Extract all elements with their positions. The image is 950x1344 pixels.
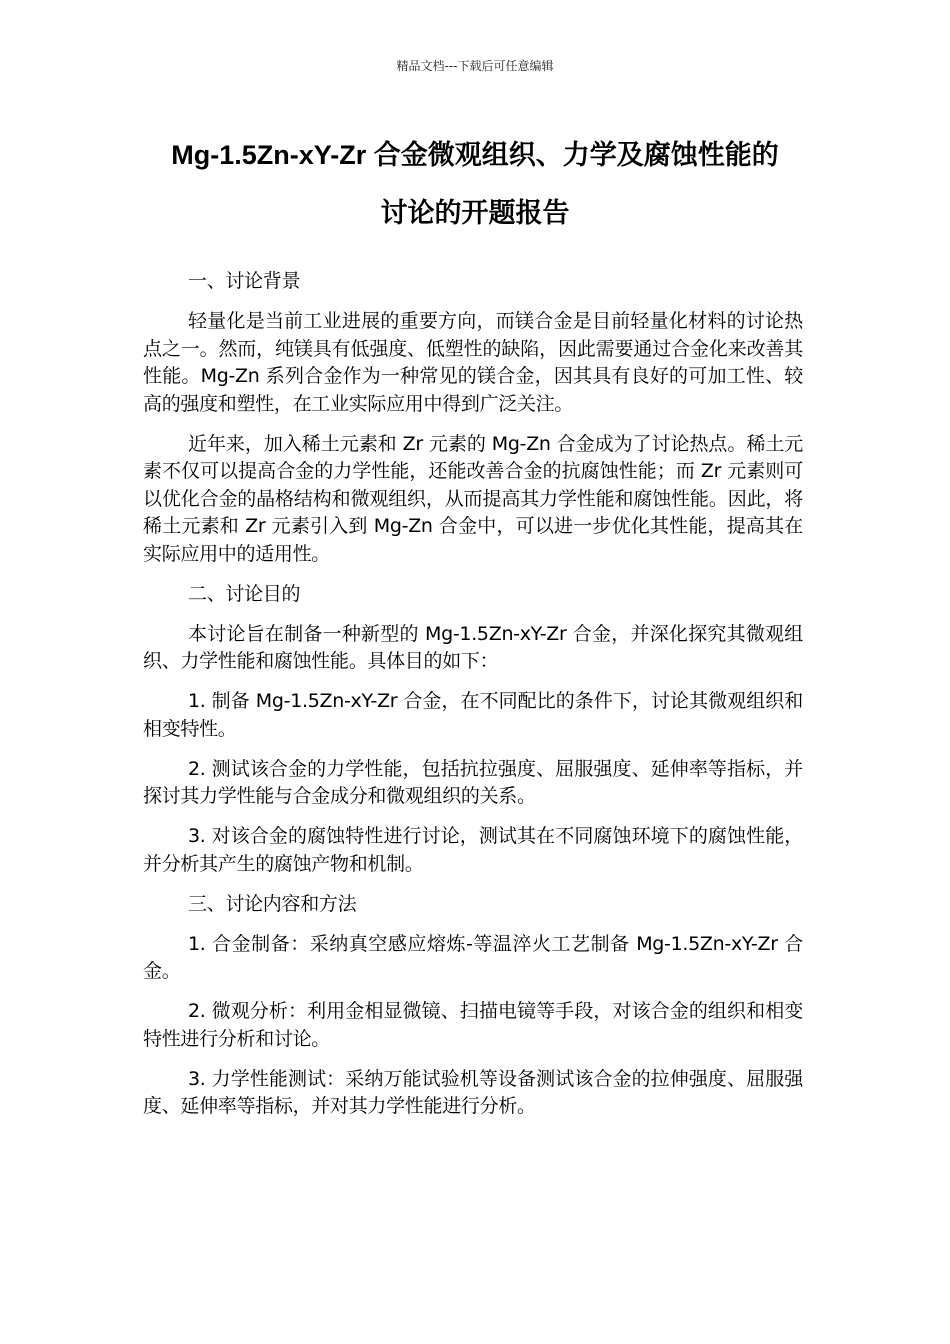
- objective-item-2: 2. 测试该合金的力学性能，包括抗拉强度、屈服强度、延伸率等指标，并探讨其力学性能与合金成分和微观组织的关系。: [143, 757, 803, 807]
- section-heading-background: 一、讨论背景: [188, 270, 301, 292]
- section-heading-methods: 三、讨论内容和方法: [188, 892, 357, 915]
- paragraph-background-2: 近年来，加入稀土元素和 Zr 元素的 Mg-Zn 合金成为了讨论热点。稀土元素不仅可以提高合金的力学性能，还能改善合金的抗腐蚀性能；而 Zr 元素则可以优化合金的晶格结构和微观组织，从而提高其力学性能和腐蚀性能。因此，将稀土元素和 Zr 元素引入到 Mg-Zn 合金中，可以进一步优化其性能，提高其在实际应用中的适用性。: [143, 432, 803, 565]
- document-title-line-2: 讨论的开题报告: [380, 198, 570, 228]
- objective-item-3: 3. 对该合金的腐蚀特性进行讨论，测试其在不同腐蚀环境下的腐蚀性能，并分析其产生的腐蚀产物和机制。: [143, 825, 803, 875]
- paragraph-background-1: 轻量化是当前工业进展的重要方向，而镁合金是目前轻量化材料的讨论热点之一。然而，纯镁具有低强度、低塑性的缺陷，因此需要通过合金化来改善其性能。Mg-Zn 系列合金作为一种常见的镁合金，因其具有良好的可加工性、较高的强度和塑性，在工业实际应用中得到广泛关注。: [143, 310, 803, 415]
- section-heading-objectives: 二、讨论目的: [188, 582, 301, 605]
- page-header-note: 精品文档---下载后可任意编辑: [396, 59, 554, 73]
- document-title-line-1: Mg-1.5Zn-xY-Zr 合金微观组织、力学及腐蚀性能的: [171, 140, 779, 170]
- method-item-1: 1. 合金制备：采纳真空感应熔炼-等温淬火工艺制备 Mg-1.5Zn-xY-Zr 合金。: [143, 932, 803, 982]
- method-item-3: 3. 力学性能测试：采纳万能试验机等设备测试该合金的拉伸强度、屈服强度、延伸率等指标，并对其力学性能进行分析。: [143, 1067, 803, 1117]
- document-body: [143, 268, 803, 1133]
- paragraph-objectives-intro: 本讨论旨在制备一种新型的 Mg-1.5Zn-xY-Zr 合金，并深化探究其微观组织、力学性能和腐蚀性能。具体目的如下：: [143, 622, 803, 672]
- objective-item-1: 1. 制备 Mg-1.5Zn-xY-Zr 合金，在不同配比的条件下，讨论其微观组织和相变特性。: [143, 690, 803, 740]
- method-item-2: 2. 微观分析：利用金相显微镜、扫描电镜等手段，对该合金的组织和相变特性进行分析和讨论。: [143, 1000, 803, 1050]
